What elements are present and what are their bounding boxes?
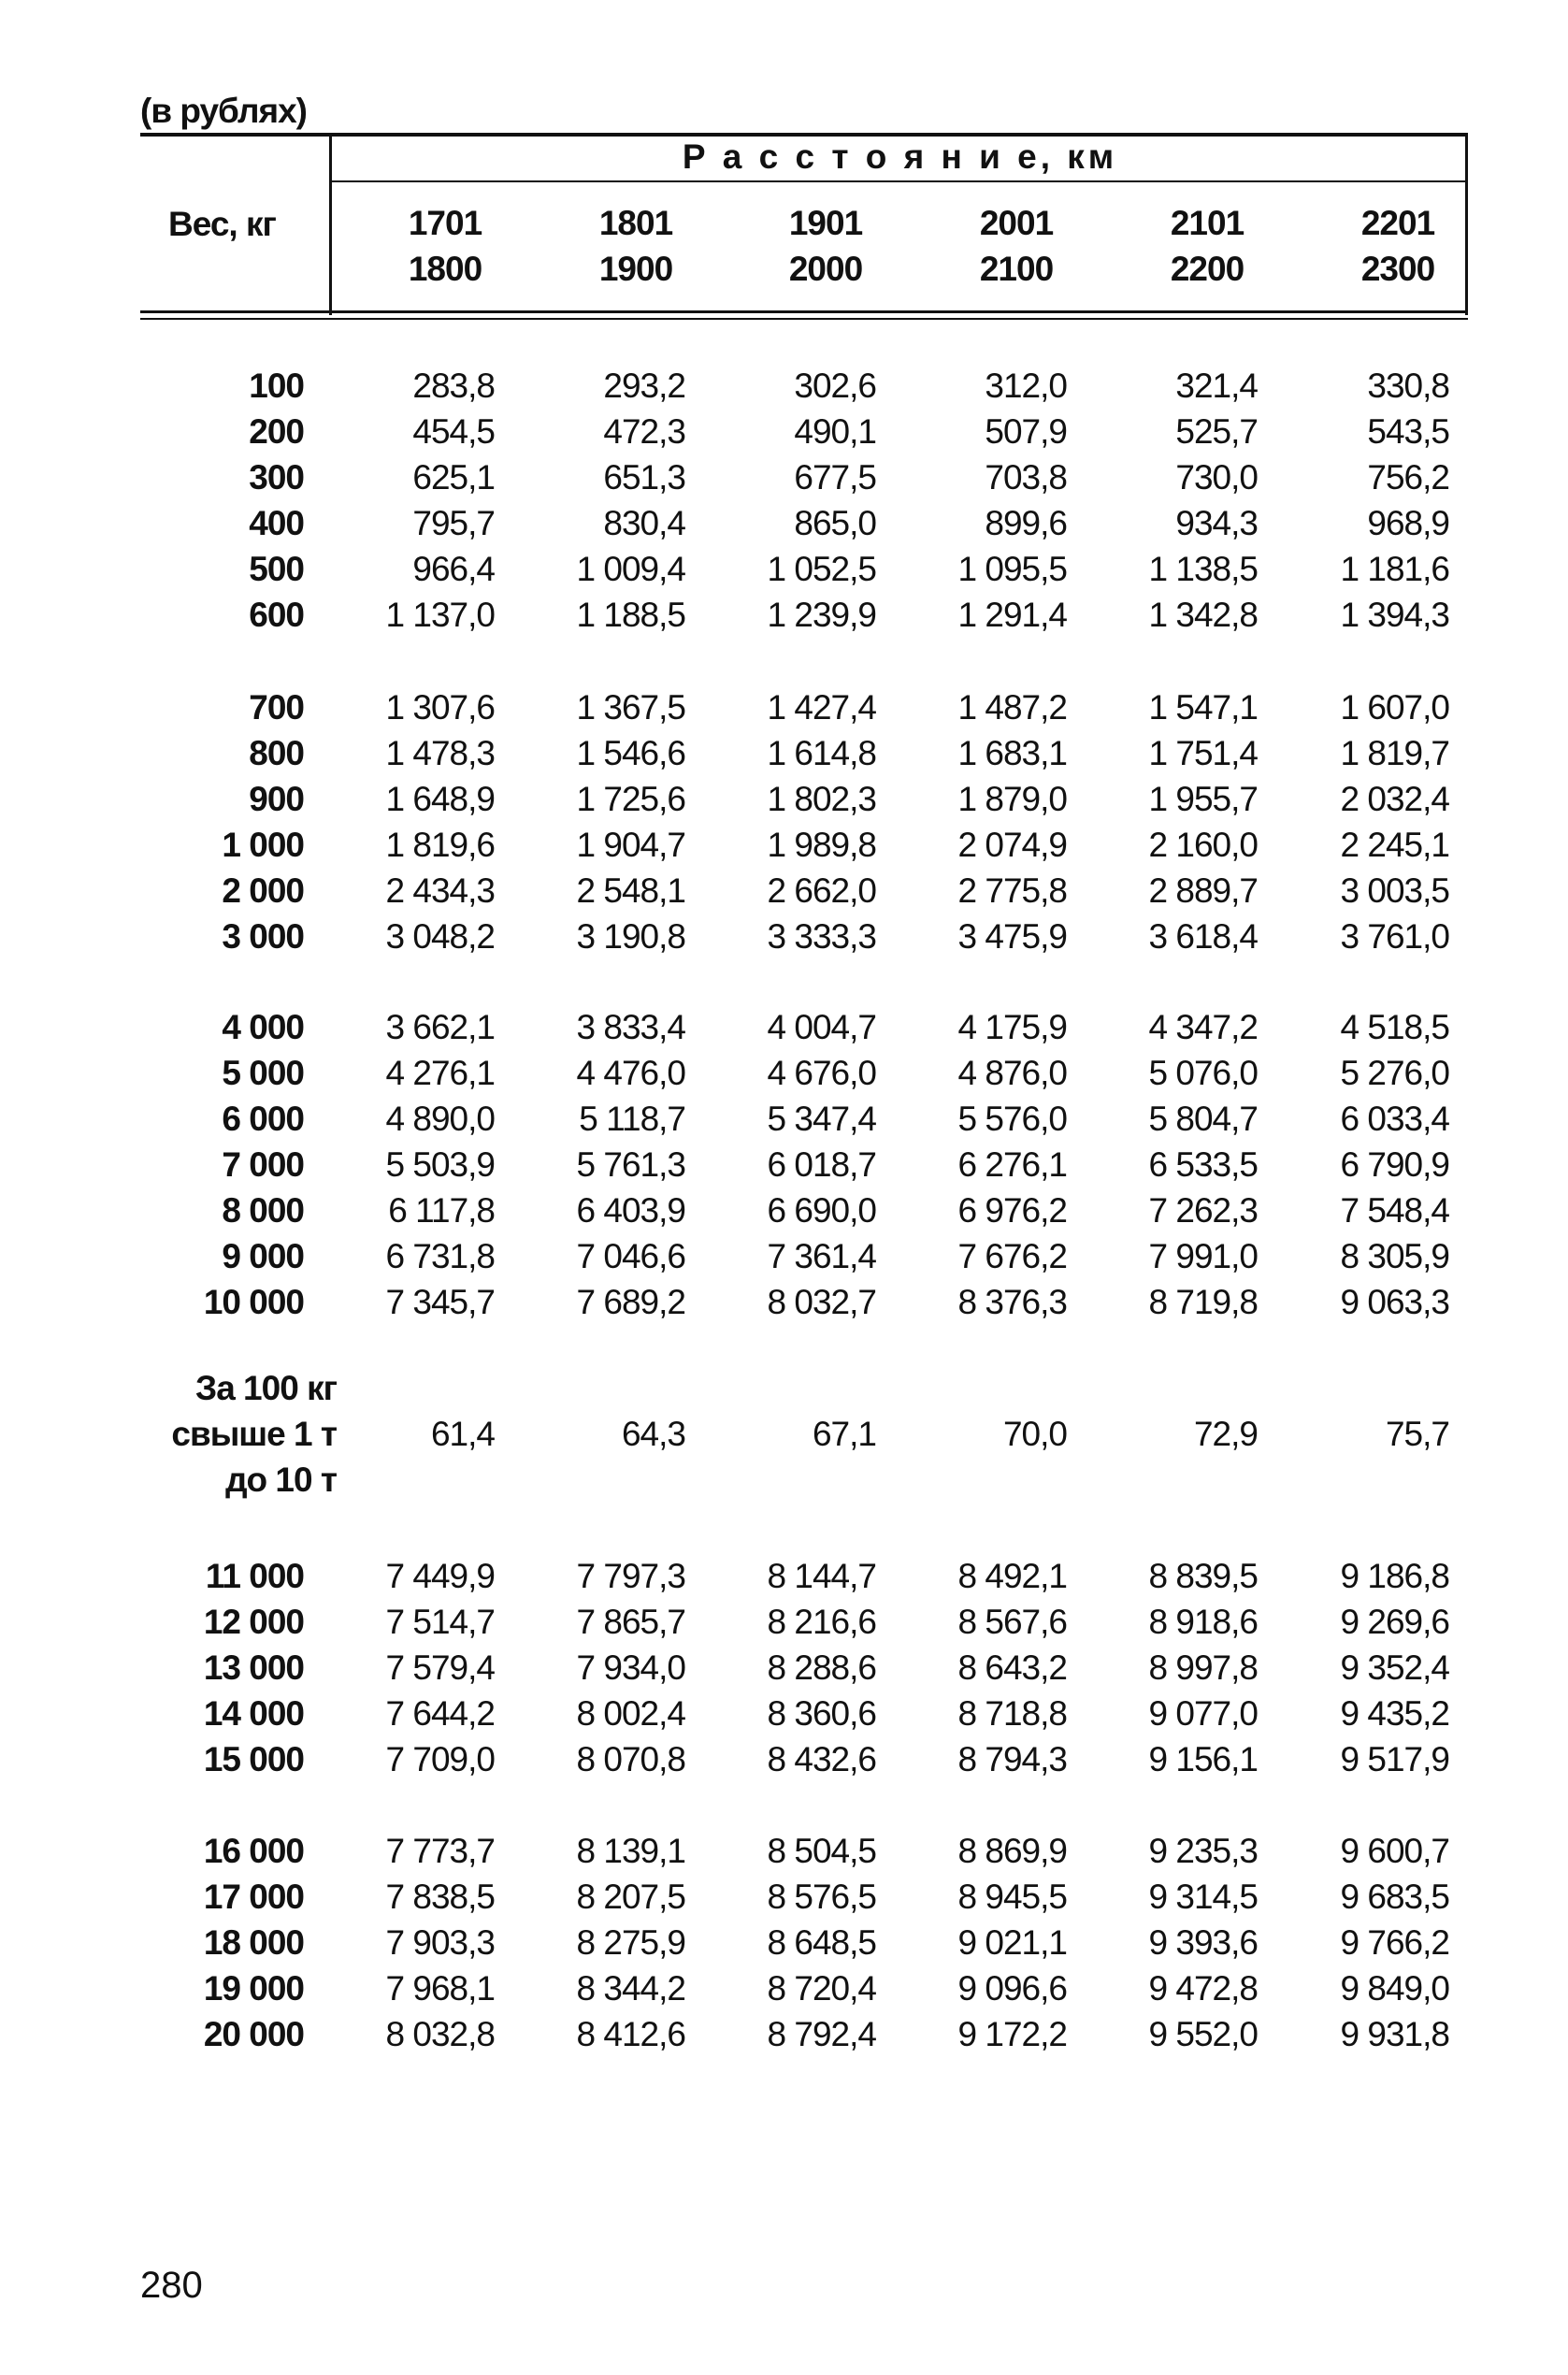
table-cell: 6 018,7: [767, 1144, 876, 1184]
table-cell: 293,2: [603, 366, 685, 405]
table-row: [140, 1645, 1468, 1691]
table-cell: 1 307,6: [385, 687, 495, 727]
table-row: [140, 1691, 1468, 1736]
table-cell: 7 934,0: [576, 1648, 685, 1687]
table-cell: 5 804,7: [1148, 1099, 1258, 1138]
table-cell: 4 876,0: [957, 1053, 1067, 1092]
table-cell: 3 333,3: [767, 916, 876, 956]
header-title-rule: [332, 180, 1468, 182]
table-cell: 2 032,4: [1340, 779, 1449, 818]
table-cell: 1 427,4: [767, 687, 876, 727]
weight-cell: 300: [249, 457, 304, 497]
weight-cell: 4 000: [222, 1007, 304, 1046]
table-cell: 8 360,6: [767, 1693, 876, 1733]
table-row: [140, 1965, 1468, 2011]
table-row: [140, 914, 1468, 959]
weight-cell: 12 000: [203, 1602, 304, 1641]
table-cell: 1 614,8: [767, 733, 876, 772]
range-from: 1901: [788, 204, 863, 242]
weight-column-header: Вес, кг: [168, 205, 276, 243]
table-cell: 70,0: [1002, 1414, 1067, 1453]
table-cell: 9 931,8: [1340, 2014, 1449, 2053]
table-cell: 75,7: [1385, 1414, 1449, 1453]
table-cell: 703,8: [985, 457, 1067, 497]
table-cell: 8 275,9: [576, 1922, 685, 1962]
header-double-rule: [140, 318, 1468, 320]
weight-cell: 6 000: [222, 1099, 304, 1138]
weight-cell: 20 000: [203, 2014, 304, 2053]
weight-cell: 16 000: [203, 1831, 304, 1870]
surcharge-label-line: до 10 т: [225, 1461, 337, 1499]
table-cell: 8 492,1: [957, 1556, 1067, 1595]
table-cell: 9 156,1: [1148, 1739, 1258, 1778]
table-cell: 5 576,0: [957, 1099, 1067, 1138]
weight-cell: 11 000: [205, 1556, 304, 1595]
table-cell: 7 579,4: [385, 1648, 495, 1687]
table-cell: 1 487,2: [957, 687, 1067, 727]
table-cell: 9 849,0: [1340, 1968, 1449, 2008]
table-cell: 1 291,4: [957, 595, 1067, 634]
table-cell: 507,9: [985, 411, 1067, 451]
table-cell: 1 009,4: [576, 549, 685, 588]
table-cell: 8 504,5: [767, 1831, 876, 1870]
table-cell: 1 819,7: [1340, 733, 1449, 772]
table-cell: 9 096,6: [957, 1968, 1067, 2008]
table-cell: 2 662,0: [767, 871, 876, 910]
weight-cell: 8 000: [222, 1190, 304, 1230]
table-cell: 6 276,1: [957, 1144, 1067, 1184]
table-cell: 795,7: [412, 503, 495, 542]
table-cell: 8 997,8: [1148, 1648, 1258, 1687]
table-row: [140, 730, 1468, 776]
table-cell: 677,5: [794, 457, 876, 497]
weight-cell: 400: [249, 503, 304, 542]
table-cell: 966,4: [412, 549, 495, 588]
weight-cell: 15 000: [203, 1739, 304, 1778]
table-cell: 9 314,5: [1148, 1877, 1258, 1916]
table-cell: 8 139,1: [576, 1831, 685, 1870]
table-cell: 7 689,2: [576, 1282, 685, 1321]
weight-cell: 17 000: [203, 1877, 304, 1916]
table-cell: 9 021,1: [957, 1922, 1067, 1962]
range-to: 1800: [408, 250, 482, 288]
table-cell: 4 004,7: [767, 1007, 876, 1046]
surcharge-label-line: За 100 кг: [195, 1369, 337, 1407]
table-cell: 4 175,9: [957, 1007, 1067, 1046]
weight-cell: 3 000: [222, 916, 304, 956]
table-row: [140, 1096, 1468, 1142]
weight-cell: 14 000: [203, 1693, 304, 1733]
table-row: [140, 409, 1468, 454]
table-row: [140, 363, 1468, 409]
table-row: [140, 1004, 1468, 1050]
table-row: [140, 454, 1468, 500]
table-cell: 6 117,8: [388, 1190, 495, 1230]
weight-cell: 19 000: [203, 1968, 304, 2008]
table-cell: 1 904,7: [576, 825, 685, 864]
table-group: [140, 1828, 1468, 2057]
table-cell: 7 865,7: [576, 1602, 685, 1641]
table-cell: 472,3: [603, 411, 685, 451]
table-cell: 8 412,6: [576, 2014, 685, 2053]
table-cell: 3 190,8: [576, 916, 685, 956]
weight-cell: 5 000: [222, 1053, 304, 1092]
table-row: [140, 2011, 1468, 2057]
table-row: [140, 1920, 1468, 1965]
table-group: [140, 684, 1468, 959]
table-cell: 3 761,0: [1340, 916, 1449, 956]
table-cell: 8 643,2: [957, 1648, 1067, 1687]
table-cell: 830,4: [603, 503, 685, 542]
table-cell: 8 945,5: [957, 1877, 1067, 1916]
range-to: 2100: [979, 250, 1054, 288]
table-cell: 8 305,9: [1340, 1236, 1449, 1275]
unit-caption: (в рублях): [140, 92, 307, 130]
table-cell: 8 376,3: [957, 1282, 1067, 1321]
table-cell: 9 435,2: [1340, 1693, 1449, 1733]
table-cell: 1 547,1: [1148, 687, 1258, 727]
table-row: [140, 776, 1468, 822]
range-to: 1900: [598, 250, 673, 288]
table-cell: 6 976,2: [957, 1190, 1067, 1230]
range-header: [1142, 200, 1273, 292]
table-cell: 1 052,5: [767, 549, 876, 588]
table-cell: 3 048,2: [385, 916, 495, 956]
table-cell: 1 138,5: [1148, 549, 1258, 588]
table-cell: 4 890,0: [385, 1099, 495, 1138]
table-cell: 2 889,7: [1148, 871, 1258, 910]
table-cell: 3 475,9: [957, 916, 1067, 956]
table-cell: 934,3: [1175, 503, 1258, 542]
table-cell: 1 137,0: [385, 595, 495, 634]
table-group: [140, 1553, 1468, 1782]
weight-cell: 600: [249, 595, 304, 634]
table-cell: 490,1: [794, 411, 876, 451]
weight-cell: 900: [249, 779, 304, 818]
header-bottom-rule: [140, 310, 1468, 313]
table-row: [140, 1233, 1468, 1279]
weight-cell: 200: [249, 411, 304, 451]
weight-cell: 2 000: [222, 871, 304, 910]
table-cell: 9 235,3: [1148, 1831, 1258, 1870]
table-cell: 64,3: [621, 1414, 685, 1453]
header-top-rule: [140, 133, 1468, 137]
table-cell: 8 839,5: [1148, 1556, 1258, 1595]
table-cell: 2 548,1: [576, 871, 685, 910]
table-cell: 865,0: [794, 503, 876, 542]
table-cell: 6 033,4: [1340, 1099, 1449, 1138]
table-cell: 8 648,5: [767, 1922, 876, 1962]
table-cell: 5 118,7: [579, 1099, 685, 1138]
table-cell: 5 503,9: [385, 1144, 495, 1184]
table-cell: 3 833,4: [576, 1007, 685, 1046]
table-cell: 625,1: [412, 457, 495, 497]
table-row: [140, 1142, 1468, 1188]
surcharge-row: [140, 1365, 1468, 1508]
table-cell: 1 989,8: [767, 825, 876, 864]
table-row: [140, 684, 1468, 730]
table-cell: 968,9: [1367, 503, 1449, 542]
table-cell: 454,5: [412, 411, 495, 451]
table-cell: 312,0: [985, 366, 1067, 405]
table-cell: 8 567,6: [957, 1602, 1067, 1641]
page-number: 280: [140, 2265, 203, 2306]
table-cell: 4 347,2: [1148, 1007, 1258, 1046]
table-cell: 651,3: [603, 457, 685, 497]
range-from: 2101: [1170, 204, 1244, 242]
table-cell: 9 766,2: [1340, 1922, 1449, 1962]
table-cell: 1 955,7: [1148, 779, 1258, 818]
table-cell: 330,8: [1367, 366, 1449, 405]
table-row: [140, 1874, 1468, 1920]
table-cell: 302,6: [794, 366, 876, 405]
table-cell: 67,1: [812, 1414, 876, 1453]
table-cell: 7 514,7: [385, 1602, 495, 1641]
table-cell: 1 648,9: [385, 779, 495, 818]
table-row: [140, 500, 1468, 546]
table-cell: 5 276,0: [1340, 1053, 1449, 1092]
table-cell: 2 245,1: [1340, 825, 1449, 864]
range-from: 2001: [979, 204, 1054, 242]
table-cell: 72,9: [1193, 1414, 1258, 1453]
table-cell: 8 719,8: [1148, 1282, 1258, 1321]
table-cell: 7 968,1: [385, 1968, 495, 2008]
table-cell: 4 518,5: [1340, 1007, 1449, 1046]
weight-cell: 1 000: [222, 825, 304, 864]
table-cell: 61,4: [430, 1414, 495, 1453]
table-row: [140, 1736, 1468, 1782]
table-cell: 1 188,5: [576, 595, 685, 634]
table-cell: 1 095,5: [957, 549, 1067, 588]
range-header: [1332, 200, 1463, 292]
table-cell: 1 683,1: [957, 733, 1067, 772]
table-cell: 6 533,5: [1148, 1144, 1258, 1184]
range-header: [570, 200, 701, 292]
table-cell: 8 288,6: [767, 1648, 876, 1687]
table-cell: 6 790,9: [1340, 1144, 1449, 1184]
table-cell: 9 683,5: [1340, 1877, 1449, 1916]
table-cell: 8 792,4: [767, 2014, 876, 2053]
table-cell: 7 345,7: [385, 1282, 495, 1321]
table-cell: 1 751,4: [1148, 733, 1258, 772]
table-row: [140, 592, 1468, 638]
table-cell: 9 552,0: [1148, 2014, 1258, 2053]
table-row: [140, 1279, 1468, 1325]
table-cell: 8 344,2: [576, 1968, 685, 2008]
distance-title: Р а с с т о я н и е, км: [682, 137, 1118, 176]
table-cell: 756,2: [1367, 457, 1449, 497]
table-cell: 1 367,5: [576, 687, 685, 727]
table-cell: 283,8: [412, 366, 495, 405]
table-cell: 7 709,0: [385, 1739, 495, 1778]
table-row: [140, 868, 1468, 914]
range-header: [760, 200, 891, 292]
weight-cell: 800: [249, 733, 304, 772]
table-cell: 7 449,9: [385, 1556, 495, 1595]
table-cell: 7 838,5: [385, 1877, 495, 1916]
table-cell: 321,4: [1175, 366, 1258, 405]
table-cell: 1 478,3: [385, 733, 495, 772]
table-cell: 3 662,1: [385, 1007, 495, 1046]
table-cell: 1 819,6: [385, 825, 495, 864]
table-cell: 8 718,8: [957, 1693, 1067, 1733]
table-cell: 7 903,3: [385, 1922, 495, 1962]
table-cell: 8 216,6: [767, 1602, 876, 1641]
table-cell: 9 352,4: [1340, 1648, 1449, 1687]
table-row: [140, 1188, 1468, 1233]
range-header: [380, 200, 511, 292]
table-cell: 5 347,4: [767, 1099, 876, 1138]
table-cell: 9 393,6: [1148, 1922, 1258, 1962]
table-cell: 8 070,8: [576, 1739, 685, 1778]
table-cell: 2 074,9: [957, 825, 1067, 864]
table-cell: 8 032,7: [767, 1282, 876, 1321]
range-header: [951, 200, 1082, 292]
weight-cell: 700: [249, 687, 304, 727]
weight-cell: 500: [249, 549, 304, 588]
table-row: [140, 1553, 1468, 1599]
surcharge-label-line: свыше 1 т: [171, 1415, 337, 1453]
range-from: 2201: [1360, 204, 1435, 242]
table-cell: 7 046,6: [576, 1236, 685, 1275]
range-to: 2200: [1170, 250, 1244, 288]
table-cell: 7 676,2: [957, 1236, 1067, 1275]
table-cell: 1 181,6: [1340, 549, 1449, 588]
weight-cell: 7 000: [222, 1144, 304, 1184]
table-cell: 1 607,0: [1340, 687, 1449, 727]
table-cell: 7 644,2: [385, 1693, 495, 1733]
table-cell: 9 517,9: [1340, 1739, 1449, 1778]
table-cell: 2 434,3: [385, 871, 495, 910]
table-cell: 2 160,0: [1148, 825, 1258, 864]
table-cell: 9 186,8: [1340, 1556, 1449, 1595]
table-cell: 7 797,3: [576, 1556, 685, 1595]
table-cell: 730,0: [1175, 457, 1258, 497]
table-cell: 8 720,4: [767, 1968, 876, 2008]
table-cell: 9 063,3: [1340, 1282, 1449, 1321]
table-row: [140, 822, 1468, 868]
table-group: [140, 363, 1468, 638]
table-row: [140, 1828, 1468, 1874]
table-row: [140, 1599, 1468, 1645]
range-to: 2300: [1360, 250, 1435, 288]
weight-cell: 13 000: [203, 1648, 304, 1687]
table-cell: 8 794,3: [957, 1739, 1067, 1778]
table-cell: 2 775,8: [957, 871, 1067, 910]
table-cell: 1 239,9: [767, 595, 876, 634]
weight-cell: 10 000: [203, 1282, 304, 1321]
table-cell: 7 361,4: [767, 1236, 876, 1275]
table-cell: 1 342,8: [1148, 595, 1258, 634]
table-cell: 1 879,0: [957, 779, 1067, 818]
table-cell: 9 472,8: [1148, 1968, 1258, 2008]
table-cell: 8 032,8: [385, 2014, 495, 2053]
table-cell: 1 725,6: [576, 779, 685, 818]
table-cell: 525,7: [1175, 411, 1258, 451]
table-cell: 1 394,3: [1340, 595, 1449, 634]
table-cell: 899,6: [985, 503, 1067, 542]
table-cell: 8 207,5: [576, 1877, 685, 1916]
table-cell: 9 077,0: [1148, 1693, 1258, 1733]
table-cell: 7 548,4: [1340, 1190, 1449, 1230]
table-cell: 8 576,5: [767, 1877, 876, 1916]
table-cell: 4 276,1: [385, 1053, 495, 1092]
table-cell: 543,5: [1367, 411, 1449, 451]
table-cell: 8 144,7: [767, 1556, 876, 1595]
table-cell: 8 869,9: [957, 1831, 1067, 1870]
table-cell: 7 262,3: [1148, 1190, 1258, 1230]
weight-cell: 18 000: [203, 1922, 304, 1962]
table-row: [140, 1050, 1468, 1096]
table-cell: 9 269,6: [1340, 1602, 1449, 1641]
table-cell: 8 432,6: [767, 1739, 876, 1778]
table-cell: 3 618,4: [1148, 916, 1258, 956]
range-from: 1701: [408, 204, 482, 242]
range-to: 2000: [788, 250, 863, 288]
table-cell: 5 076,0: [1148, 1053, 1258, 1092]
surcharge-values: [140, 1411, 1468, 1457]
weight-cell: 9 000: [222, 1236, 304, 1275]
table-cell: 8 918,6: [1148, 1602, 1258, 1641]
table-cell: 3 003,5: [1340, 871, 1449, 910]
table-cell: 5 761,3: [576, 1144, 685, 1184]
table-cell: 1 546,6: [576, 733, 685, 772]
table-cell: 6 690,0: [767, 1190, 876, 1230]
table-cell: 9 172,2: [957, 2014, 1067, 2053]
table-cell: 4 476,0: [576, 1053, 685, 1092]
table-cell: 6 731,8: [385, 1236, 495, 1275]
weight-cell: 100: [249, 366, 304, 405]
table-cell: 7 991,0: [1148, 1236, 1258, 1275]
table-cell: 9 600,7: [1340, 1831, 1449, 1870]
table-row: [140, 546, 1468, 592]
range-from: 1801: [598, 204, 673, 242]
table-cell: 8 002,4: [576, 1693, 685, 1733]
table-cell: 4 676,0: [767, 1053, 876, 1092]
table-group: [140, 1004, 1468, 1325]
table-cell: 6 403,9: [576, 1190, 685, 1230]
table-cell: 7 773,7: [385, 1831, 495, 1870]
table-cell: 1 802,3: [767, 779, 876, 818]
